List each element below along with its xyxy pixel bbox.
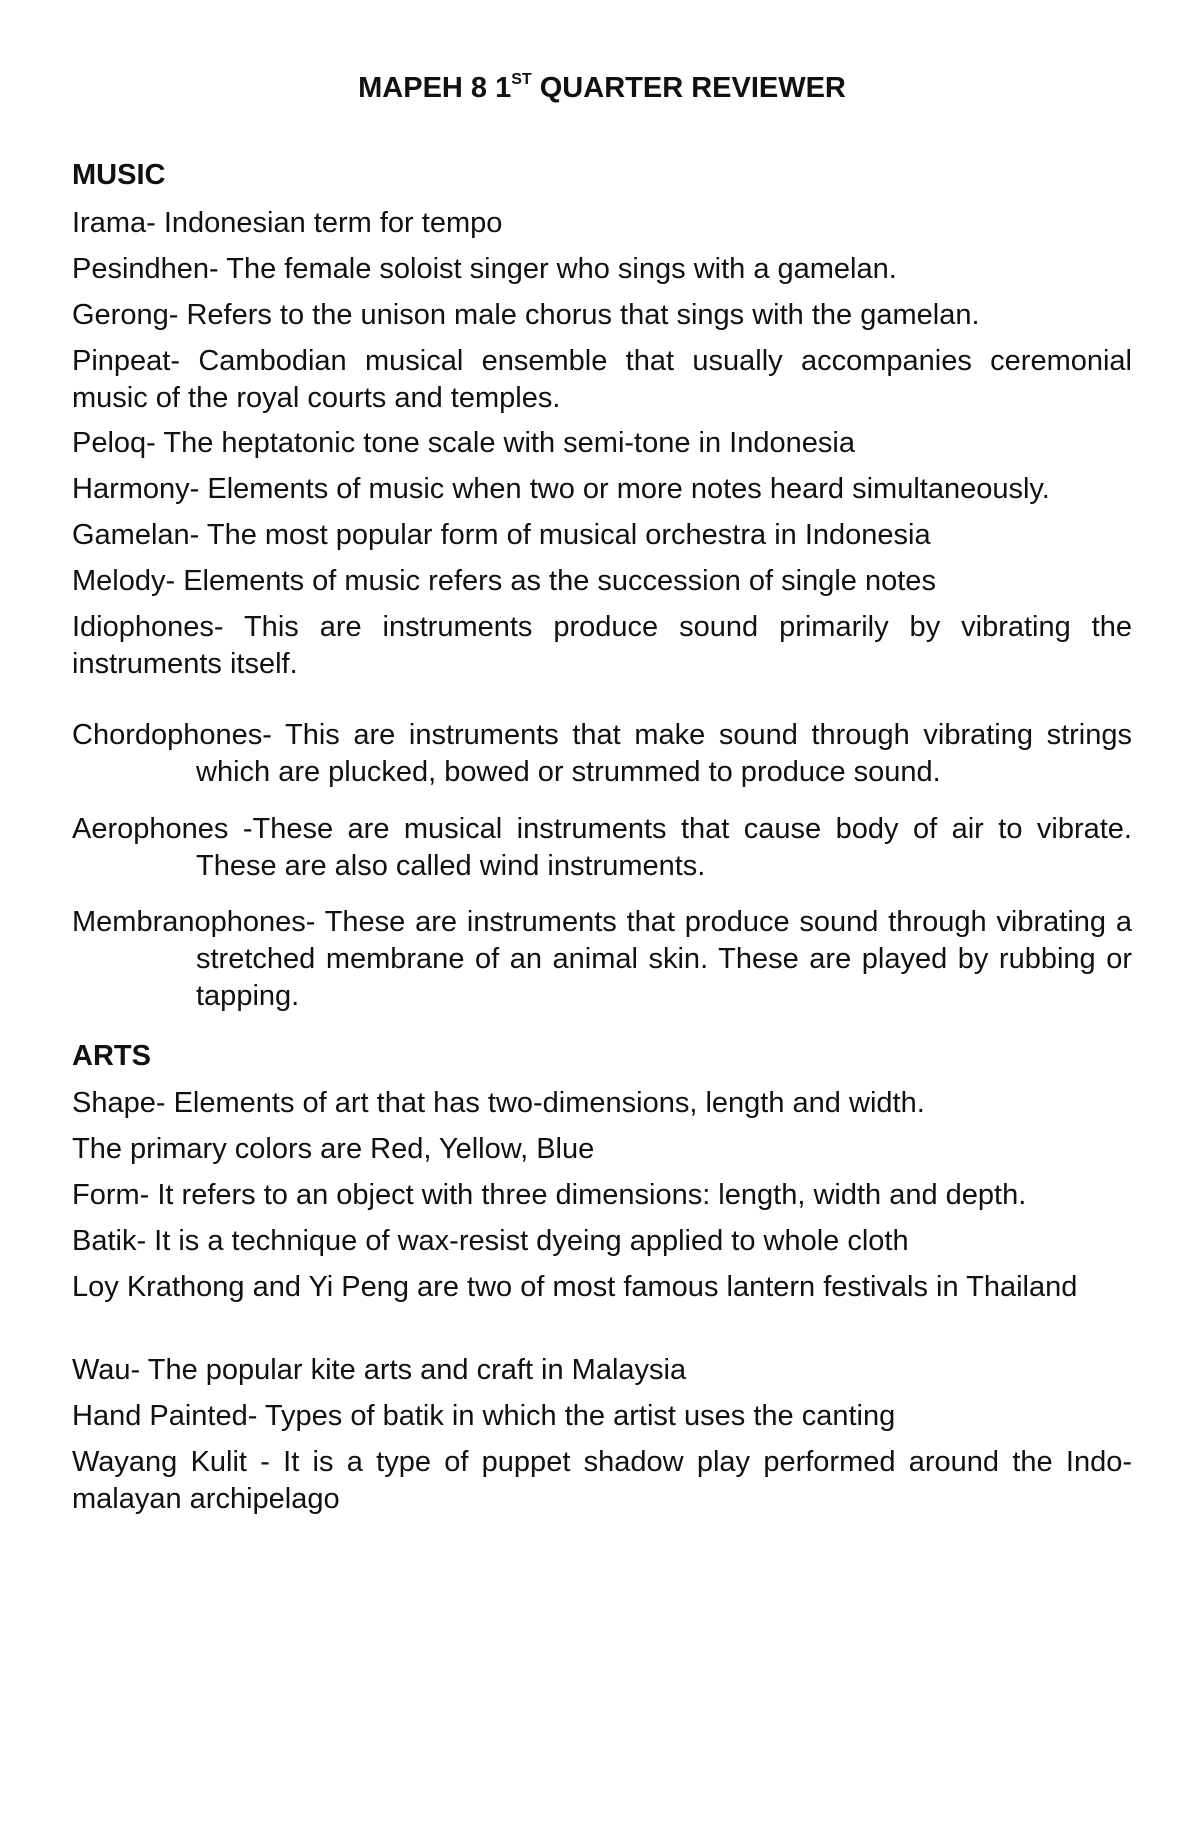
arts-item-primary-colors: The primary colors are Red, Yellow, Blue xyxy=(72,1133,595,1165)
arts-item-lantern-festivals: Loy Krathong and Yi Peng are two of most famous lantern festivals in Thailand xyxy=(72,1271,1078,1303)
arts-item-shape: Shape- Elements of art that has two-dimensions, length and width. xyxy=(72,1087,925,1119)
arts-item-batik: Batik- It is a technique of wax-resist dyeing applied to whole cloth xyxy=(72,1225,909,1257)
page-title xyxy=(72,70,1132,107)
arts-item-hand-painted: Hand Painted- Types of batik in which the artist uses the canting xyxy=(72,1400,896,1432)
music-heading: MUSIC xyxy=(72,159,166,191)
title-prefix: MAPEH 8 1 xyxy=(358,72,512,104)
arts-item-form: Form- It refers to an object with three dimensions: length, width and depth. xyxy=(72,1179,1027,1211)
music-item-irama: Irama- Indonesian term for tempo xyxy=(72,207,503,239)
music-item-harmony: Harmony- Elements of music when two or more notes heard simultaneously. xyxy=(72,473,1050,505)
music-item-aerophones: Aerophones -These are musical instruments that cause body of air to vibrate. These are also called wind instruments. xyxy=(72,813,1132,882)
title-suffix: QUARTER REVIEWER xyxy=(531,72,846,104)
music-item-membranophones: Membranophones- These are instruments that produce sound through vibrating a stretched membrane of an animal skin. These are played by rubbing or tapping. xyxy=(72,906,1132,1012)
music-item-peloq: Peloq- The heptatonic tone scale with semi-tone in Indonesia xyxy=(72,427,855,459)
arts-item-wau: Wau- The popular kite arts and craft in Malaysia xyxy=(72,1354,687,1386)
music-item-idiophones: Idiophones- This are instruments produce sound primarily by vibrating the instruments itself. xyxy=(72,611,1132,680)
music-item-melody: Melody- Elements of music refers as the succession of single notes xyxy=(72,565,936,597)
arts-item-wayang-kulit: Wayang Kulit - It is a type of puppet shadow play performed around the Indo-malayan archipelago xyxy=(72,1446,1132,1515)
music-item-pesindhen: Pesindhen- The female soloist singer who sings with a gamelan. xyxy=(72,253,897,285)
arts-heading: ARTS xyxy=(72,1040,151,1072)
music-item-chordophones: Chordophones- This are instruments that make sound through vibrating strings which are plucked, bowed or strummed to produce sound. xyxy=(72,719,1132,788)
music-item-gerong: Gerong- Refers to the unison male chorus that sings with the gamelan. xyxy=(72,299,980,331)
music-item-gamelan: Gamelan- The most popular form of musical orchestra in Indonesia xyxy=(72,519,931,551)
title-superscript: ST xyxy=(511,71,532,88)
music-item-pinpeat: Pinpeat- Cambodian musical ensemble that usually accompanies ceremonial music of the royal courts and temples. xyxy=(72,345,1132,414)
